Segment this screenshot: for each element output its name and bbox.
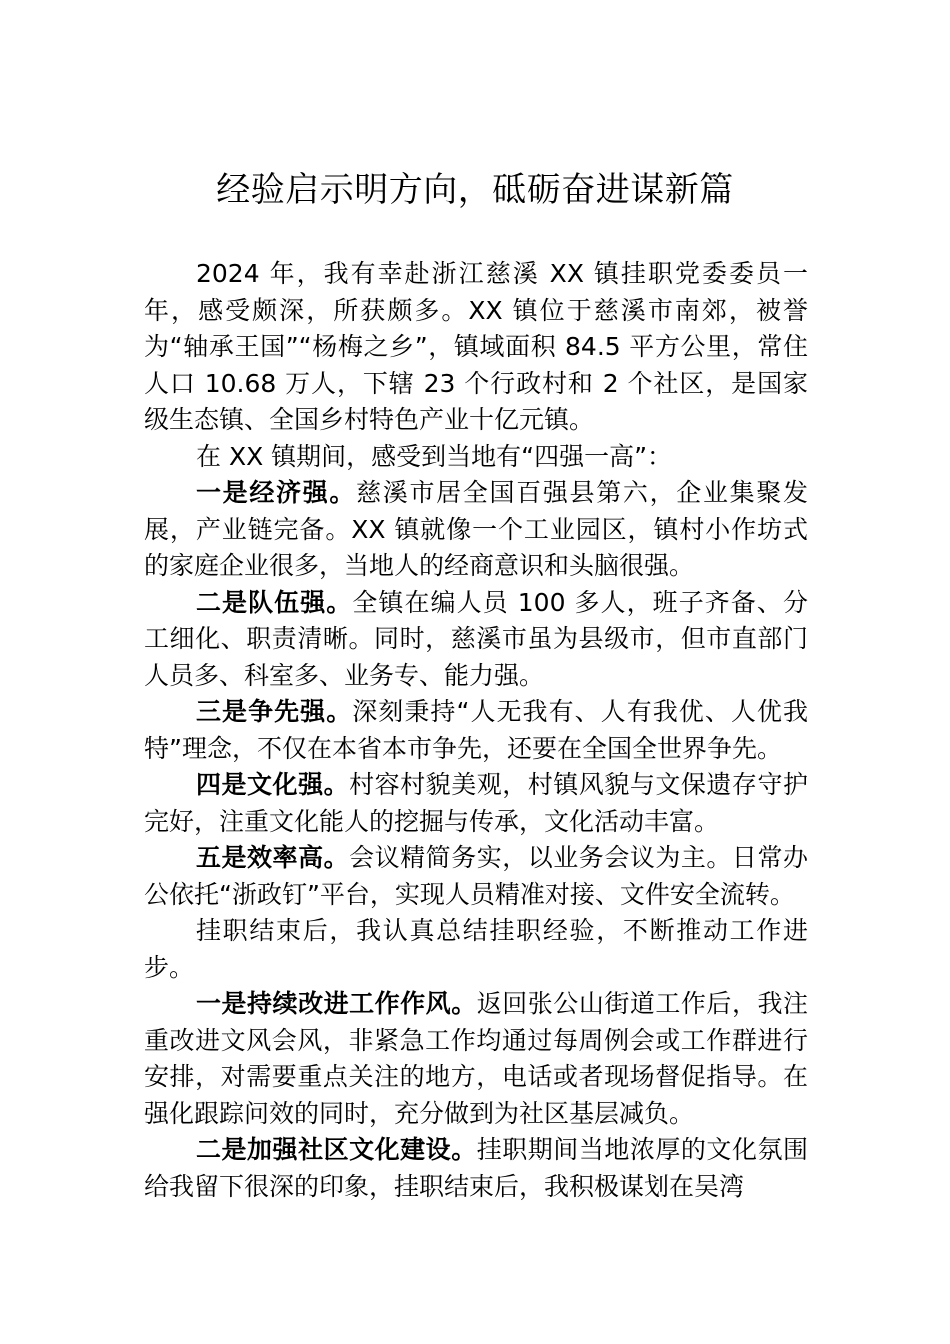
paragraph-text: 全镇在编人员 100 多人，班子齐备、分工细化、职责清晰。同时，慈溪市虽为县级市，但市直部门人员多、科室多、业务专、能力强。 (144, 587, 808, 690)
paragraph-four-strengths-intro (144, 439, 808, 476)
paragraph-culture (144, 767, 808, 840)
paragraph-text: 2024 年，我有幸赴浙江慈溪 XX 镇挂职党委委员一年，感受颇深，所获颇多。XX 镇位于慈溪市南郊，被誉为“轴承王国”“杨梅之乡”，镇域面积 84.5 平方公里，常住人口 10.68 万人，下辖 23 个行政村和 2 个社区，是国家级生态镇、全国乡村特色产业十亿元镇。 (144, 259, 808, 434)
paragraph-text: 会议精简务实，以业务会议为主。日常办公依托“浙政钉”平台，实现人员精准对接、文件安全流转。 (144, 843, 808, 909)
paragraph-text: 村容村貌美观，村镇风貌与文保遗存守护完好，注重文化能人的挖掘与传承，文化活动丰富。 (144, 770, 808, 836)
paragraph-text: 慈溪市居全国百强县第六，企业集聚发展，产业链完备。XX 镇就像一个工业园区，镇村小作坊式的家庭企业很多，当地人的经商意识和头脑很强。 (144, 478, 808, 580)
paragraph-text: 深刻秉持“人无我有、人有我优、人优我特”理念，不仅在本省本市争先，还要在全国全世界争先。 (144, 697, 808, 763)
paragraph-economy (144, 475, 808, 585)
paragraph-community-culture (144, 1132, 808, 1205)
paragraph-work-style (144, 986, 808, 1132)
paragraph-efficiency (144, 840, 808, 913)
paragraph-lead: 二是队伍强。 (196, 587, 353, 617)
paragraph-intro (144, 256, 808, 439)
paragraph-lead: 四是文化强。 (196, 770, 350, 799)
paragraph-lead: 三是争先强。 (196, 697, 353, 726)
paragraph-text: 挂职期间当地浓厚的文化氛围给我留下很深的印象，挂职结束后，我积极谋划在吴湾 (144, 1135, 808, 1201)
paragraph-lead: 二是加强社区文化建设。 (196, 1135, 477, 1164)
paragraph-text: 挂职结束后，我认真总结挂职经验，不断推动工作进步。 (144, 916, 808, 982)
paragraph-competition (144, 694, 808, 767)
document-title: 经验启示明方向，砥砺奋进谋新篇 (216, 170, 734, 210)
paragraph-lead: 五是效率高。 (196, 843, 350, 872)
paragraph-lead: 一是持续改进工作作风。 (196, 989, 477, 1018)
paragraph-text: 在 XX 镇期间，感受到当地有“四强一高”： (196, 441, 673, 471)
paragraph-lead: 一是经济强。 (196, 478, 357, 507)
paragraph-team (144, 585, 808, 695)
document-body (144, 256, 808, 1205)
paragraph-after-secondment (144, 913, 808, 986)
paragraph-text: 返回张公山街道工作后，我注重改进文风会风，非紧急工作均通过每周例会或工作群进行安排，对需要重点关注的地方，电话或者现场督促指导。在强化跟踪问效的同时，充分做到为社区基层减负。 (144, 989, 808, 1128)
